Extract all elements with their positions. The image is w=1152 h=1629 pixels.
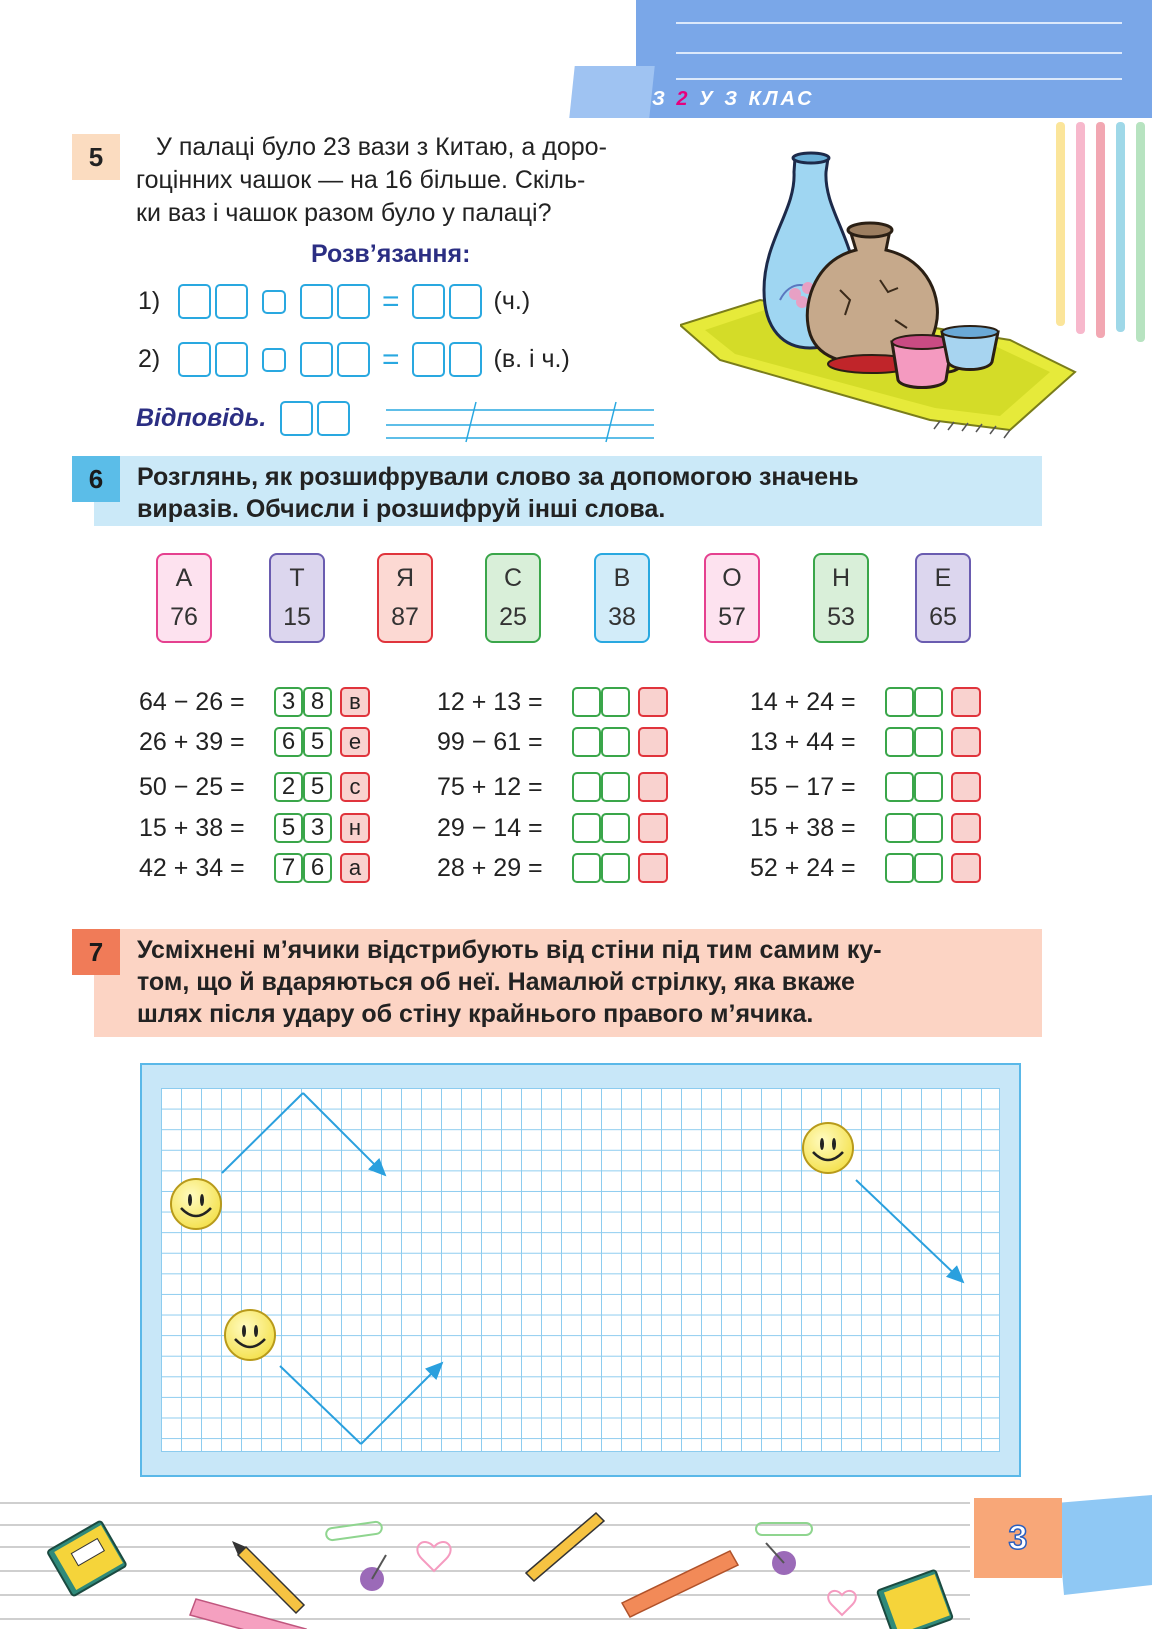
- equals-sign: =: [382, 342, 400, 376]
- expression-text: 26 + 39 =: [139, 727, 245, 756]
- letter-card: [377, 553, 433, 643]
- expression-text: 52 + 24 =: [750, 853, 856, 882]
- answer-box[interactable]: [449, 342, 482, 377]
- digit-box[interactable]: [914, 727, 943, 757]
- task-number-5: 5: [72, 134, 120, 180]
- answer-box[interactable]: [337, 342, 370, 377]
- digit-box[interactable]: [601, 853, 630, 883]
- digit-box[interactable]: [572, 727, 601, 757]
- answer-box[interactable]: [215, 284, 248, 319]
- solution-step-1: [138, 284, 530, 319]
- answer-row: [136, 401, 350, 436]
- expression-row: [437, 772, 668, 802]
- letter-box[interactable]: н: [340, 813, 370, 843]
- task7-text: Усміхнені м’ячики відстрибують від стіни під тим самим ку- том, що й вдаряються об неї. Намалюй стрілку, яка вкаже шлях після удару об стіну крайнього правого м’ячика.: [137, 936, 882, 1028]
- digit-box[interactable]: [885, 687, 914, 717]
- card-letter: Я: [395, 564, 415, 592]
- letter-box[interactable]: [638, 853, 668, 883]
- expression-row: [750, 853, 981, 883]
- letter-box[interactable]: [951, 813, 981, 843]
- page-number: 3: [974, 1498, 1062, 1578]
- task-number-6: 6: [72, 456, 120, 502]
- expression-text: 15 + 38 =: [750, 813, 856, 842]
- digit-box[interactable]: [885, 772, 914, 802]
- digit-box[interactable]: 2: [274, 772, 303, 802]
- answer-box[interactable]: [412, 342, 445, 377]
- digit-box[interactable]: [914, 772, 943, 802]
- decor-stripe: [1136, 122, 1145, 342]
- digit-box[interactable]: 6: [274, 727, 303, 757]
- task6-text: Розглянь, як розшифрували слово за допомогою значень виразів. Обчисли і розшифруй інші слова.: [137, 463, 859, 523]
- answer-label: Відповідь.: [136, 404, 267, 432]
- expression-row: [139, 813, 370, 843]
- operator-box[interactable]: [262, 290, 286, 314]
- letter-box[interactable]: [951, 687, 981, 717]
- digit-box[interactable]: [885, 727, 914, 757]
- answer-box[interactable]: [300, 284, 333, 319]
- digit-box[interactable]: 7: [274, 853, 303, 883]
- digit-box[interactable]: [601, 687, 630, 717]
- card-letter: С: [503, 564, 523, 592]
- solution-step-2: [138, 342, 570, 377]
- card-value: 38: [608, 603, 636, 631]
- card-letter: А: [175, 564, 193, 592]
- smiley-ball-icon: [803, 1123, 853, 1173]
- grade-label: З 2 У З КЛАС: [652, 88, 815, 110]
- letter-box[interactable]: [951, 727, 981, 757]
- letter-card: [156, 553, 212, 643]
- expression-text: 29 − 14 =: [437, 813, 543, 842]
- card-letter: Т: [289, 564, 305, 592]
- answer-box[interactable]: [412, 284, 445, 319]
- digit-box[interactable]: [914, 853, 943, 883]
- letter-card: [915, 553, 971, 643]
- expression-row: [437, 727, 668, 757]
- decor-stripe: [1116, 122, 1125, 332]
- answer-box[interactable]: [280, 401, 313, 436]
- letter-box[interactable]: с: [340, 772, 370, 802]
- digit-box[interactable]: [885, 853, 914, 883]
- letter-card: [485, 553, 541, 643]
- expression-row: [750, 727, 981, 757]
- expression-row: [750, 772, 981, 802]
- expression-text: 55 − 17 =: [750, 772, 856, 801]
- equals-sign: =: [382, 284, 400, 318]
- ruler-icon: [622, 1551, 738, 1617]
- card-value: 65: [929, 603, 957, 631]
- card-value: 25: [499, 603, 527, 631]
- expression-text: 42 + 34 =: [139, 853, 245, 882]
- step-label: 2): [138, 345, 161, 373]
- pushpin-icon: [766, 1543, 796, 1575]
- expression-text: 50 − 25 =: [139, 772, 245, 801]
- card-letter: Н: [831, 564, 851, 592]
- answer-box[interactable]: [449, 284, 482, 319]
- expression-row: [750, 813, 981, 843]
- digit-box[interactable]: 3: [303, 813, 332, 843]
- letter-box[interactable]: [951, 772, 981, 802]
- pushpin-icon: [360, 1555, 386, 1591]
- answer-box[interactable]: [178, 284, 211, 319]
- expression-row: [139, 727, 370, 757]
- digit-box[interactable]: 5: [303, 772, 332, 802]
- digit-box[interactable]: [572, 772, 601, 802]
- expression-row: [139, 772, 370, 802]
- letter-card: [813, 553, 869, 643]
- answer-box[interactable]: [215, 342, 248, 377]
- digit-box[interactable]: [914, 813, 943, 843]
- ball-path-left-top: [222, 1093, 385, 1175]
- expression-text: 13 + 44 =: [750, 727, 856, 756]
- digit-box[interactable]: [914, 687, 943, 717]
- card-value: 15: [283, 603, 311, 631]
- pencil-icon: [232, 1541, 304, 1613]
- expression-row: [437, 853, 668, 883]
- decor-stripe: [1096, 122, 1105, 338]
- digit-box[interactable]: 3: [274, 687, 303, 717]
- header-tab: [569, 66, 654, 118]
- solution-label: Розв’язання:: [311, 240, 471, 268]
- paperclip-icon: [325, 1521, 382, 1541]
- letter-box[interactable]: в: [340, 687, 370, 717]
- step-unit: (ч.): [493, 287, 531, 315]
- expression-text: 15 + 38 =: [139, 813, 245, 842]
- letter-card: [269, 553, 325, 643]
- ball-path-left-bottom: [280, 1363, 442, 1444]
- expression-row: [750, 687, 981, 717]
- answer-box[interactable]: [337, 284, 370, 319]
- step-unit: (в. і ч.): [493, 345, 570, 373]
- expression-text: 75 + 12 =: [437, 772, 543, 801]
- expression-row: [139, 853, 370, 883]
- expression-row: [139, 687, 370, 717]
- digit-box[interactable]: [885, 813, 914, 843]
- smiley-ball-icon: [225, 1310, 275, 1360]
- notebook-icon: [47, 1520, 127, 1596]
- answer-box[interactable]: [300, 342, 333, 377]
- answer-box[interactable]: [178, 342, 211, 377]
- digit-box[interactable]: [601, 772, 630, 802]
- expression-text: 64 − 26 =: [139, 687, 245, 716]
- letter-box[interactable]: [638, 727, 668, 757]
- card-value: 76: [170, 603, 198, 631]
- card-value: 87: [391, 603, 419, 631]
- digit-box[interactable]: [572, 853, 601, 883]
- expression-text: 12 + 13 =: [437, 687, 543, 716]
- expression-row: [437, 813, 668, 843]
- digit-box[interactable]: 6: [303, 853, 332, 883]
- task5-text: У палаці було 23 вази з Китаю, а доро- гоцінних чашок — на 16 більше. Скіль- ки ваз і чашок разом було у палаці?: [136, 133, 607, 227]
- card-letter: В: [613, 564, 631, 592]
- expression-row: [437, 687, 668, 717]
- card-value: 57: [718, 603, 746, 631]
- letter-card: [594, 553, 650, 643]
- digit-box[interactable]: [572, 687, 601, 717]
- answer-writing-lines[interactable]: [384, 400, 656, 446]
- digit-box[interactable]: [601, 813, 630, 843]
- notebook-icon: [877, 1570, 953, 1629]
- digit-box[interactable]: 8: [303, 687, 332, 717]
- ball-path-right: [856, 1180, 963, 1282]
- letter-card: [704, 553, 760, 643]
- letter-box[interactable]: [638, 772, 668, 802]
- expression-text: 14 + 24 =: [750, 687, 856, 716]
- letter-box[interactable]: [638, 813, 668, 843]
- letter-box[interactable]: е: [340, 727, 370, 757]
- ball-paths: [140, 1063, 1021, 1477]
- vases-and-cups-illustration: [680, 150, 1080, 440]
- task-number-7: 7: [72, 929, 120, 975]
- digit-box[interactable]: 5: [274, 813, 303, 843]
- card-letter: Е: [934, 564, 952, 592]
- letter-box[interactable]: [638, 687, 668, 717]
- card-value: 53: [827, 603, 855, 631]
- letter-box[interactable]: [951, 853, 981, 883]
- digit-box[interactable]: [601, 727, 630, 757]
- card-letter: О: [722, 564, 742, 592]
- letter-box[interactable]: а: [340, 853, 370, 883]
- digit-box[interactable]: 5: [303, 727, 332, 757]
- smiley-ball-icon: [171, 1179, 221, 1229]
- answer-box[interactable]: [317, 401, 350, 436]
- digit-box[interactable]: [572, 813, 601, 843]
- expression-text: 99 − 61 =: [437, 727, 543, 756]
- expression-text: 28 + 29 =: [437, 853, 543, 882]
- step-label: 1): [138, 287, 161, 315]
- operator-box[interactable]: [262, 348, 286, 372]
